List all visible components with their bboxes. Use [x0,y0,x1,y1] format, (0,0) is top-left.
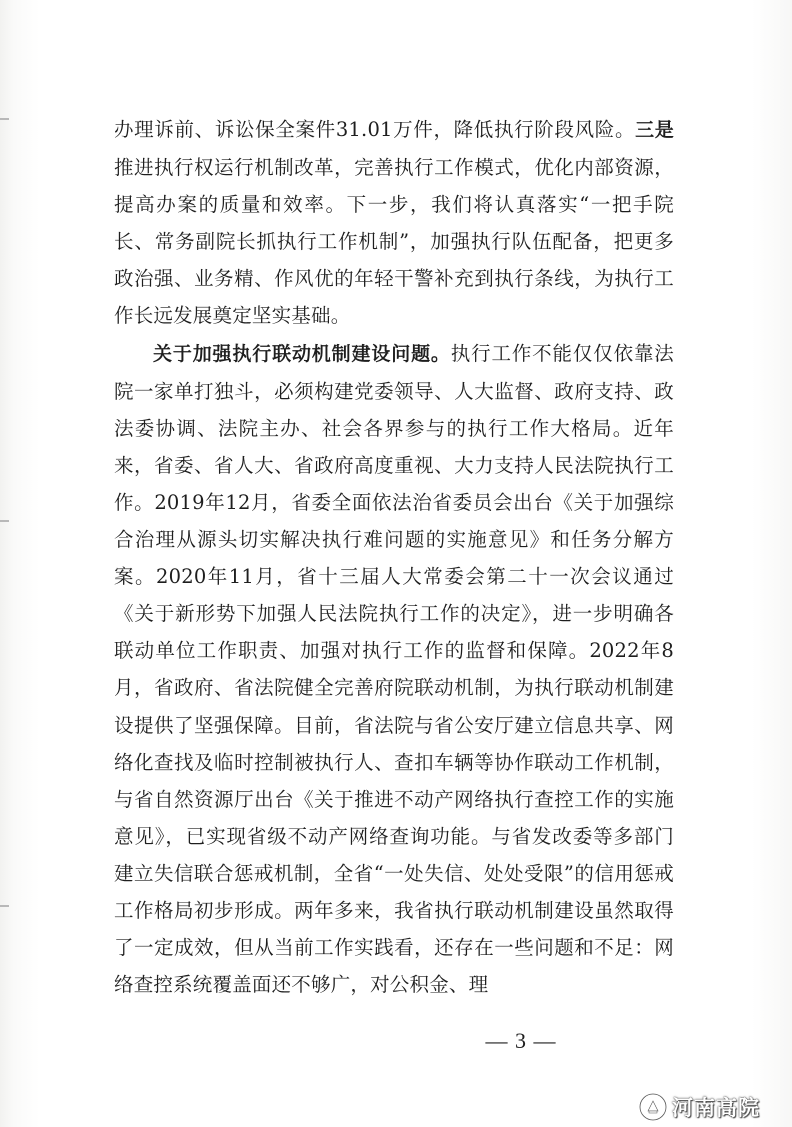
page-number: — 3 — [485,1028,557,1053]
binding-mark [0,905,9,907]
paragraph-text: 执行工作不能仅仅依靠法院一家单打独斗，必须构建党委领导、人大监督、政府支持、政法委协调、法院主办、社会各界参与的执行工作大格局。近年来，省委、省人大、省政府高度重视、大力支持人民法院执行工作。2019年12月，省委全面依法治省委员会出台《关于加强综合治理从源头切实解决执行难问题的实施意见》和任务分解方案。2020年11月，省十三届人大常委会第二十一次会议通过《关于新形势下加强人民法院执行工作的决定》，进一步明确各联动单位工作职责、加强对执行工作的监督和保障。2022年8月，省政府、省法院健全完善府院联动机制，为执行联动机制建设提供了坚强保障。目前，省法院与省公安厅建立信息共享、网络化查找及临时控制被执行人、查扣车辆等协作联动工作机制，与省自然资源厅出台《关于推进不动产网络执行查控工作的实施意见》，已实现省级不动产网络查询功能。与省发改委等多部门建立失信联合惩戒机制，全省“一处失信、处处受限”的信用惩戒工作格局初步形成。两年多来，我省执行联动机制建设虽然取得了一定成效，但从当前工作实践看，还存在一些问题和不足：网络查控系统覆盖面还不够广，对公积金、理 [114,341,674,997]
binding-mark [0,520,9,522]
section-heading: 关于加强执行联动机制建设问题。 [153,342,451,365]
paragraph [114,111,674,335]
court-emblem-icon [638,1092,668,1122]
paragraph [114,335,674,1004]
paragraph-text: 办理诉前、诉讼保全案件31.01万件，降低执行阶段风险。 [114,118,636,141]
paragraph-text: 推进执行权运行机制改革，完善执行工作模式，优化内部资源，提高办案的质量和效率。下一步，我们将认真落实“一把手院长、常务副院长抓执行工作机制”，加强执行队伍配备，把更多政治强、业务精、作风优的年轻干警补充到执行条线，为执行工作长远发展奠定坚实基础。 [114,156,674,328]
binding-mark [0,118,9,120]
watermark [638,1090,760,1124]
watermark-text: 河南高院 [672,1096,760,1120]
emphasis-text: 三是 [635,119,674,141]
document-body [114,111,674,1003]
